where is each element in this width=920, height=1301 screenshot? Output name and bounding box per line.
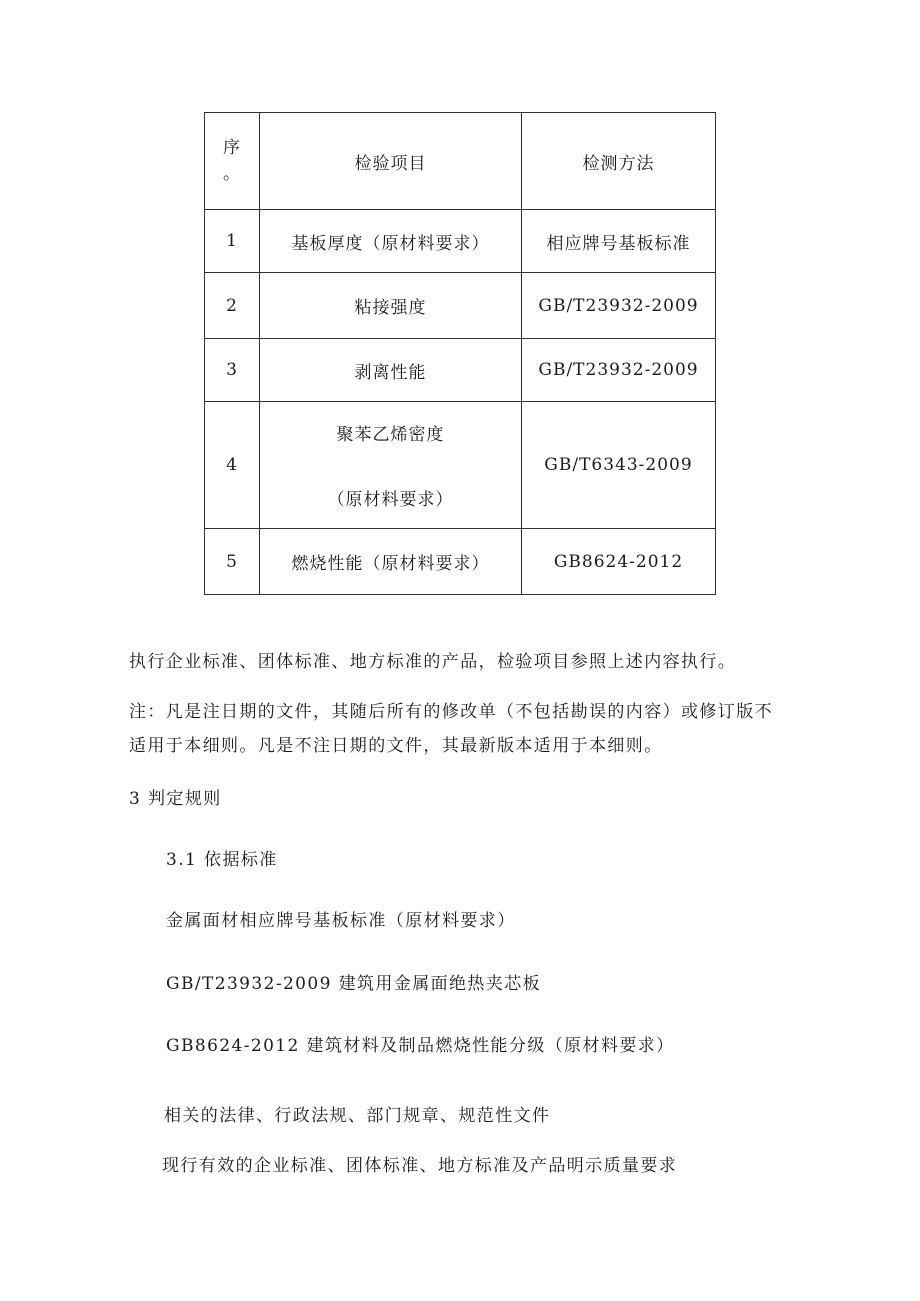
row-item-line1: 聚苯乙烯密度: [336, 425, 445, 445]
row-item: 剥离性能: [260, 339, 522, 402]
row-method: GB8624-2012: [522, 529, 716, 595]
header-method: 检测方法: [522, 113, 716, 210]
section-heading-3-1: 3.1 依据标准: [166, 850, 278, 870]
line-gap: [260, 445, 521, 485]
standard-item: GB/T23932-2009 建筑用金属面绝热夹芯板: [166, 974, 542, 994]
standard-item: GB8624-2012 建筑材料及制品燃烧性能分级（原材料要求）: [166, 1036, 675, 1056]
standard-item: 现行有效的企业标准、团体标准、地方标准及产品明示质量要求: [162, 1156, 678, 1176]
row-item: 粘接强度: [260, 273, 522, 339]
header-seq: [205, 113, 260, 210]
row-method: GB/T23932-2009: [522, 339, 716, 402]
table-row: [205, 210, 716, 273]
note-line-1: 注：凡是注日期的文件，其随后所有的修改单（不包括勘误的内容）或修订版不: [129, 702, 773, 722]
row-number: 2: [205, 273, 260, 339]
table-row: [205, 339, 716, 402]
standard-item: 相关的法律、行政法规、部门规章、规范性文件: [164, 1106, 551, 1126]
table-header-row: [205, 113, 716, 210]
row-number: 1: [205, 210, 260, 273]
table-row: [205, 273, 716, 339]
table-row: [205, 402, 716, 529]
section-heading-3: 3 判定规则: [129, 789, 222, 809]
row-item: 基板厚度（原材料要求）: [260, 210, 522, 273]
row-item: 燃烧性能（原材料要求）: [260, 529, 522, 595]
row-item-line2: （原材料要求）: [327, 490, 454, 510]
row-number: 5: [205, 529, 260, 595]
header-item: 检验项目: [260, 113, 522, 210]
row-method: 相应牌号基板标准: [522, 210, 716, 273]
inspection-items-table: [204, 112, 716, 595]
header-seq-line2: 。: [223, 164, 241, 184]
row-method: GB/T23932-2009: [522, 273, 716, 339]
header-seq-line1: 序: [223, 138, 241, 158]
row-number: 4: [205, 402, 260, 529]
row-number: 3: [205, 339, 260, 402]
table-row: [205, 529, 716, 595]
paragraph-execution: 执行企业标准、团体标准、地方标准的产品，检验项目参照上述内容执行。: [129, 652, 737, 672]
note-line-2: 适用于本细则。凡是不注日期的文件，其最新版本适用于本细则。: [129, 736, 663, 756]
row-method: GB/T6343-2009: [522, 402, 716, 529]
row-item: [260, 402, 522, 529]
standard-item: 金属面材相应牌号基板标准（原材料要求）: [166, 911, 516, 931]
